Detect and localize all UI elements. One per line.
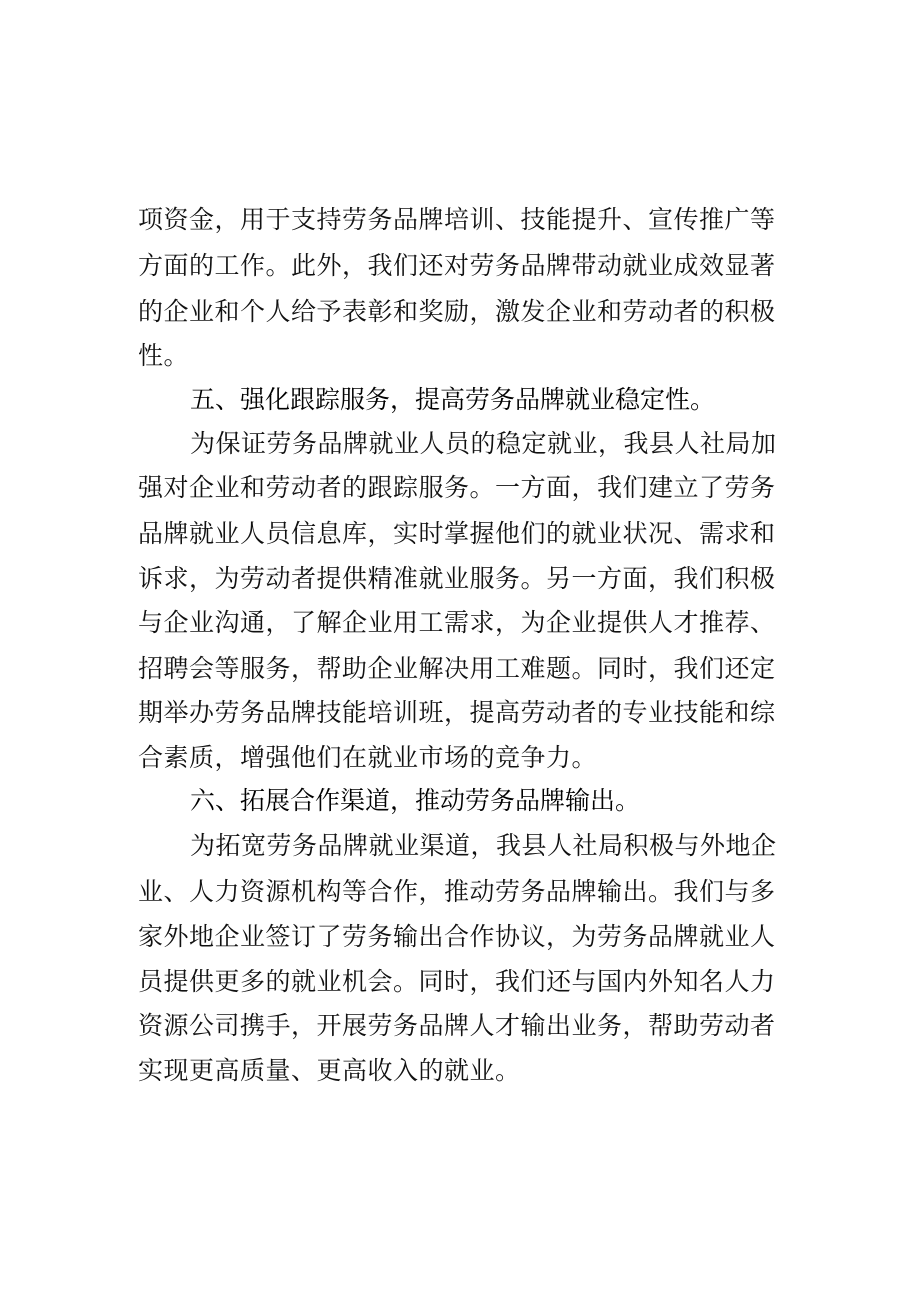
paragraph-line: 诉求，为劳动者提供精准就业服务。另一方面，我们积极 <box>138 564 776 593</box>
paragraph-line: 方面的工作。此外，我们还对劳务品牌带动就业成效显著 <box>138 251 776 280</box>
section-6-heading: 六、拓展合作渠道，推动劳务品牌输出。 <box>190 786 641 815</box>
paragraph-line: 为拓宽劳务品牌就业渠道，我县人社局积极与外地企 <box>190 831 777 860</box>
section-5-heading: 五、强化跟踪服务，提高劳务品牌就业稳定性。 <box>190 385 716 414</box>
paragraph-line: 性。 <box>138 341 190 370</box>
paragraph-line: 实现更高质量、更高收入的就业。 <box>138 1056 521 1085</box>
paragraph-line: 招聘会等服务，帮助企业解决用工难题。同时，我们还定 <box>138 654 776 683</box>
paragraph-line: 家外地企业签订了劳务输出合作协议，为劳务品牌就业人 <box>138 922 776 951</box>
paragraph-line: 项资金，用于支持劳务品牌培训、技能提升、宣传推广等 <box>138 205 776 234</box>
paragraph-line: 强对企业和劳动者的跟踪服务。一方面，我们建立了劳务 <box>138 473 776 502</box>
paragraph-line: 员提供更多的就业机会。同时，我们还与国内外知名人力 <box>138 967 776 996</box>
paragraph-line: 为保证劳务品牌就业人员的稳定就业，我县人社局加 <box>190 429 777 458</box>
paragraph-line: 期举办劳务品牌技能培训班，提高劳动者的专业技能和综 <box>138 698 776 727</box>
paragraph-line: 合素质，增强他们在就业市场的竞争力。 <box>138 743 598 772</box>
paragraph-line: 业、人力资源机构等合作，推动劳务品牌输出。我们与多 <box>138 877 776 906</box>
paragraph-line: 资源公司携手，开展劳务品牌人才输出业务，帮助劳动者 <box>138 1011 776 1040</box>
paragraph-line: 的企业和个人给予表彰和奖励，激发企业和劳动者的积极 <box>138 297 776 326</box>
paragraph-line: 与企业沟通，了解企业用工需求，为企业提供人才推荐、 <box>138 608 776 637</box>
paragraph-line: 品牌就业人员信息库，实时掌握他们的就业状况、需求和 <box>138 519 776 548</box>
